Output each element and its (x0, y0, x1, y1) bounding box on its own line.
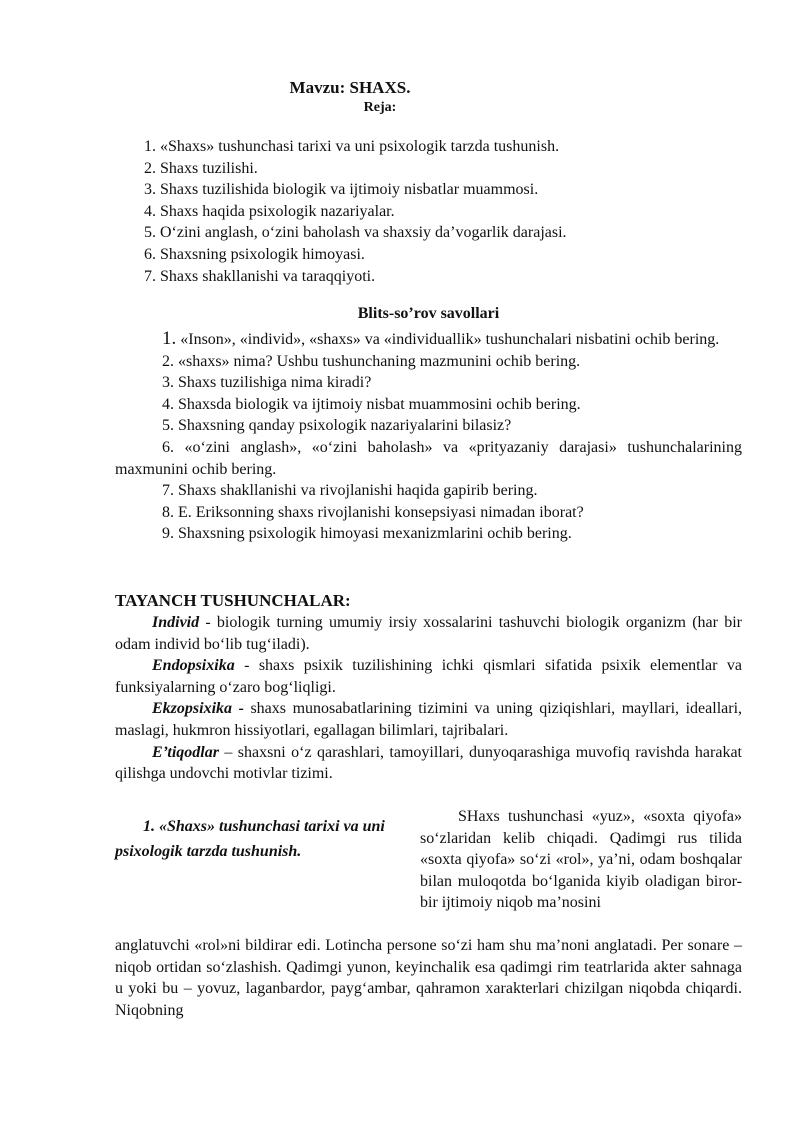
concept-term: Endopsixika (152, 657, 235, 675)
plan-item: 4. Shaxs haqida psixologik nazariyalar. (144, 202, 395, 220)
plan-item: 5. O‘zini anglash, o‘zini baholash va shaxsiy da’vogarlik darajasi. (144, 224, 567, 242)
concept-definition: - biologik turning umumiy irsiy xossalarini tashuvchi biologik organizm (har bir odam individ bo‘lib tug‘iladi). (115, 614, 742, 653)
plan-list (144, 136, 567, 287)
question-item: 6. «o‘zini anglash», «o‘zini baholash» va «prityazaniy darajasi» tushunchalarining maxmunini ochib bering. (115, 438, 742, 478)
blits-questions (115, 328, 742, 545)
plan-item: 7. Shaxs shakllanishi va taraqqiyoti. (144, 267, 376, 285)
question-text: «Inson», «individ», «shaxs» va «individuallik» tushunchalari nisbatini ochib bering. (176, 331, 720, 348)
section-paragraph-start: SHaxs tushunchasi «yuz», «soxta qiyofa» so‘zlaridan kelib chiqadi. Qadimgi rus tilida «soxta qiyofa» so‘zi «rol», ya’ni, odam boshqalar bilan muloqotda bo‘lganida kiyib oladigan biror-bir ijtimoiy niqob ma’nosini (420, 808, 742, 912)
plan-item: 2. Shaxs tuzilishi. (144, 159, 258, 177)
question-number: 1. (162, 328, 177, 349)
concept-item (115, 742, 742, 785)
section-paragraph-continued: anglatuvchi «rol»ni bildirar edi. Lotincha persone so‘zi ham shu ma’noni anglatadi. Per sonare – niqob ortidan so‘zlashish. Qadimgi yunon, keyinchalik esa qadimgi rim teatrlarida akter sahnaga u yoki bu – yovuz, laganbardor, payg‘ambar, qahramon xarakterlari chizilgan niqobda chiqardi. Niqobning (115, 937, 742, 1019)
key-concepts-heading: TAYANCH TUSHUNCHALAR: (115, 591, 351, 610)
question-item: 7. Shaxs shakllanishi va rivojlanishi haqida gapirib bering. (162, 482, 538, 500)
question-item: 3. Shaxs tuzilishiga nima kiradi? (162, 374, 372, 392)
question-item (115, 328, 742, 351)
question-item: 5. Shaxsning qanday psixologik nazariyalarini bilasiz? (162, 417, 512, 435)
concept-item (115, 655, 742, 698)
plan-item: 1. «Shaxs» tushunchasi tarixi va uni psixologik tarzda tushunish. (144, 138, 560, 155)
concept-definition: - shaxs psixik tuzilishining ichki qismlari sifatida psixik elementlar va funksiyalarning o‘zaro bog‘liqligi. (115, 657, 742, 696)
question-item: 9. Shaxsning psixologik himoyasi mexanizmlarini ochib bering. (162, 525, 572, 543)
page-title: Mavzu: SHAXS. (289, 78, 411, 97)
concept-term: Ekzopsixika - (152, 700, 244, 718)
concept-definition: – shaxsni o‘z qarashlari, tamoyillari, dunyoqarashiga muvofiq ravishda harakat qilishga undovchi motivlar tizimi. (115, 743, 742, 783)
plan-item: 6. Shaxsning psixologik himoyasi. (144, 245, 365, 263)
blits-heading: Blits-so’rov savollari (357, 305, 500, 322)
plan-item: 3. Shaxs tuzilishida biologik va ijtimoiy nisbatlar muammosi. (144, 181, 539, 199)
concept-term: Individ (152, 614, 200, 631)
question-item: 8. E. Eriksonning shaxs rivojlanishi konsepsiyasi nimadan iborat? (162, 503, 584, 521)
question-item: 4. Shaxsda biologik va ijtimoiy nisbat muammosini ochib bering. (162, 395, 581, 413)
concept-item (115, 698, 742, 741)
section-heading: 1. «Shaxs» tushunchasi tarixi va uni psixologik tarzda tushunish. (115, 818, 385, 860)
concept-term: E’tiqodlar (152, 743, 219, 761)
concept-definition: shaxs munosabatlarining tizimini va uning qiziqishlari, mayllari, ideallari, maslagi, hukmron hissiyotlari, egallagan bilimlari, tajribalari. (115, 700, 743, 739)
plan-heading: Reja: (363, 100, 397, 115)
key-concepts-list (115, 612, 742, 785)
concept-item (115, 612, 742, 655)
question-item: 2. «shaxs» nima? Ushbu tushunchaning mazmunini ochib bering. (162, 352, 581, 370)
